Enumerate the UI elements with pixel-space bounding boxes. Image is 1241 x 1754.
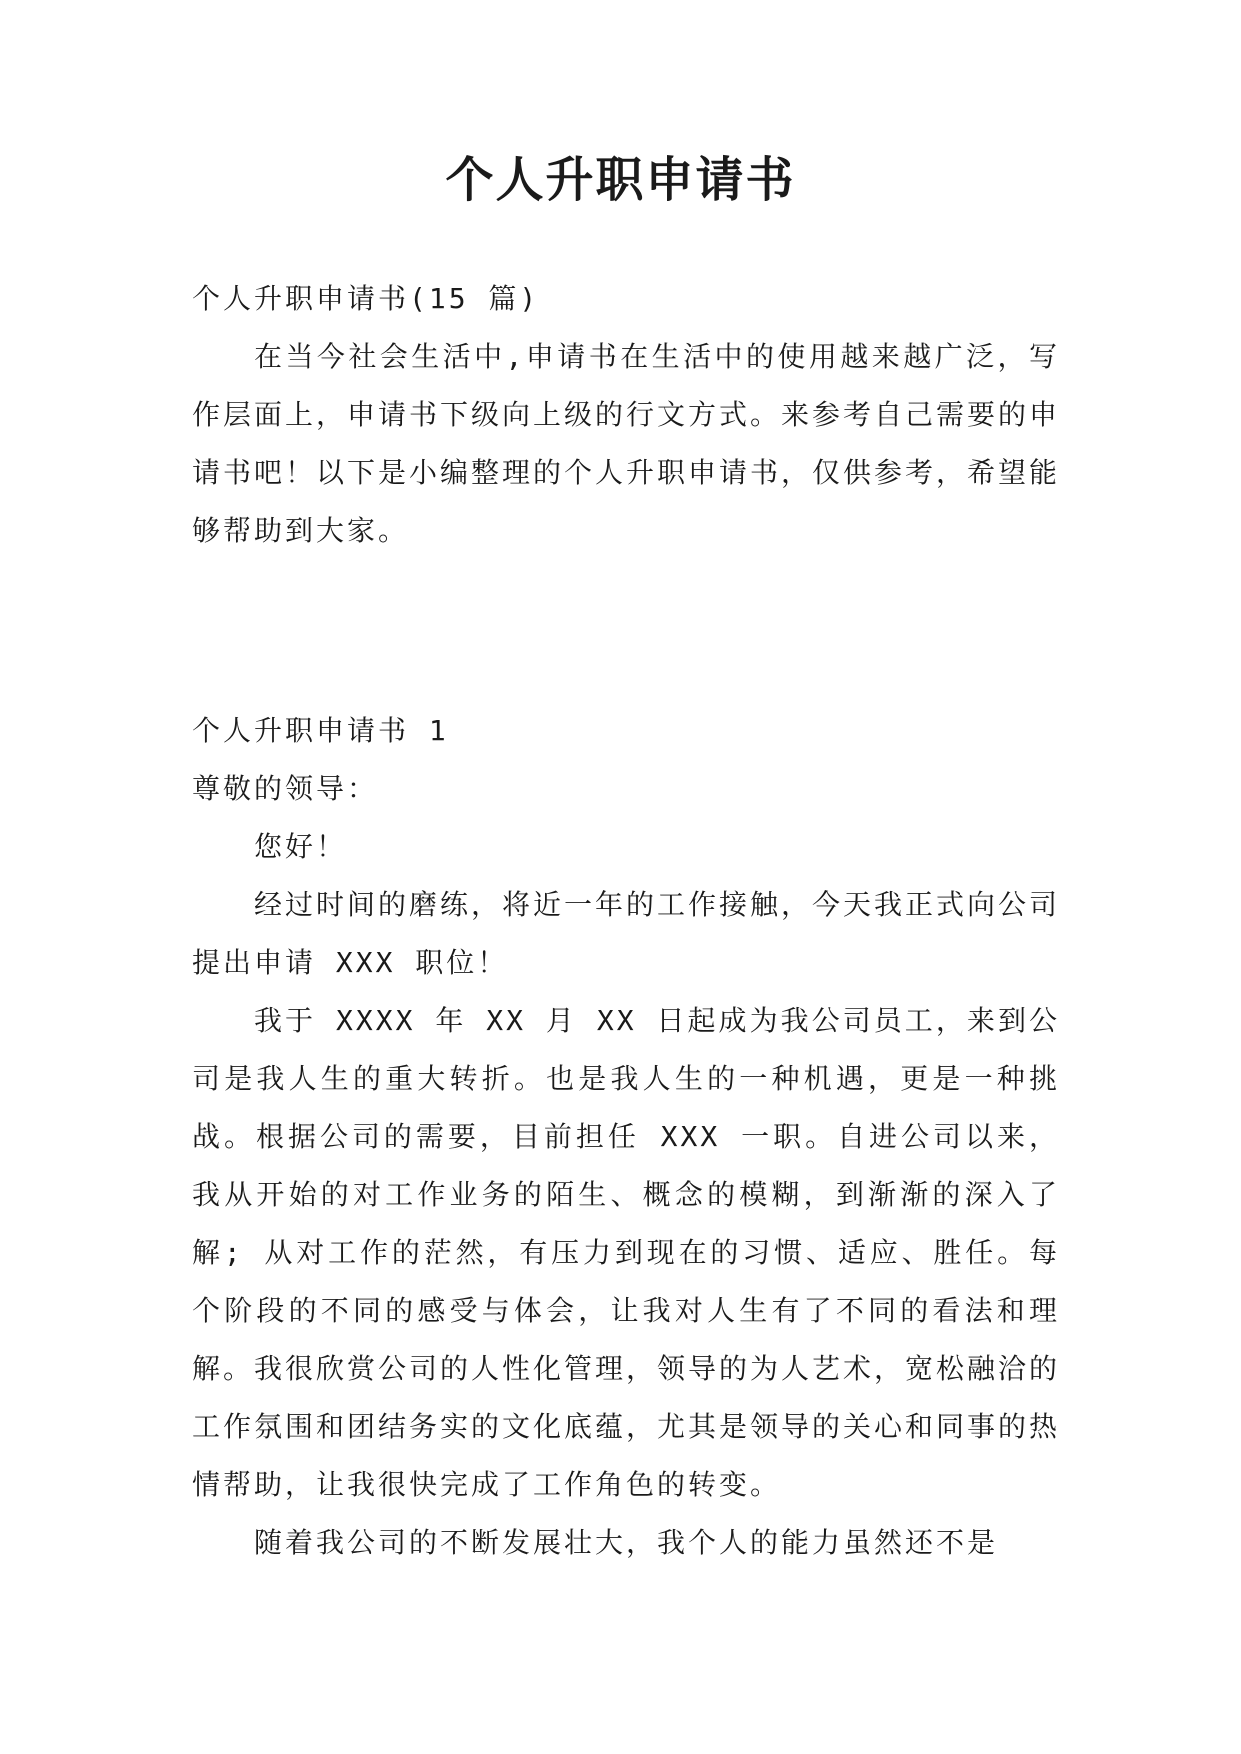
intro-section <box>192 270 1060 560</box>
letter-paragraph: 随着我公司的不断发展壮大，我个人的能力虽然还不是 <box>254 1526 999 1559</box>
letter-section <box>192 702 1060 1572</box>
letter-paragraph: 经过时间的磨练，将近一年的工作接触，今天我正式向公司提出申请 XXX 职位！ <box>192 888 1061 979</box>
document-title: 个人升职申请书 <box>445 152 796 208</box>
letter-paragraph: 我于 XXXX 年 XX 月 XX 日起成为我公司员工，来到公司是我人生的重大转折。也是我人生的一种机遇，更是一种挑战。根据公司的需要，目前担任 XXX 一职。自进公司以来，我从开始的对工作业务的陌生、概念的模糊，到渐渐的深入了解; 从对工作的茫然，有压力到现在的习惯、适应、胜任。每个阶段的不同的感受与体会，让我对人生有了不同的看法和理解。我很欣赏公司的人性化管理，领导的为人艺术，宽松融洽的工作氛围和团结务实的文化底蕴，尤其是领导的关心和同事的热情帮助，让我很快完成了工作角色的转变。 <box>192 1004 1061 1501</box>
letter-heading: 个人升职申请书 1 <box>192 714 449 747</box>
letter-greeting: 您好！ <box>254 830 348 863</box>
letter-salutation: 尊敬的领导： <box>192 772 379 805</box>
intro-paragraph: 在当今社会生活中,申请书在生活中的使用越来越广泛，写作层面上，申请书下级向上级的行文方式。来参考自己需要的申请书吧！以下是小编整理的个人升职申请书，仅供参考，希望能够帮助到大家。 <box>192 340 1061 547</box>
document-subtitle: 个人升职申请书(15 篇) <box>192 282 540 315</box>
